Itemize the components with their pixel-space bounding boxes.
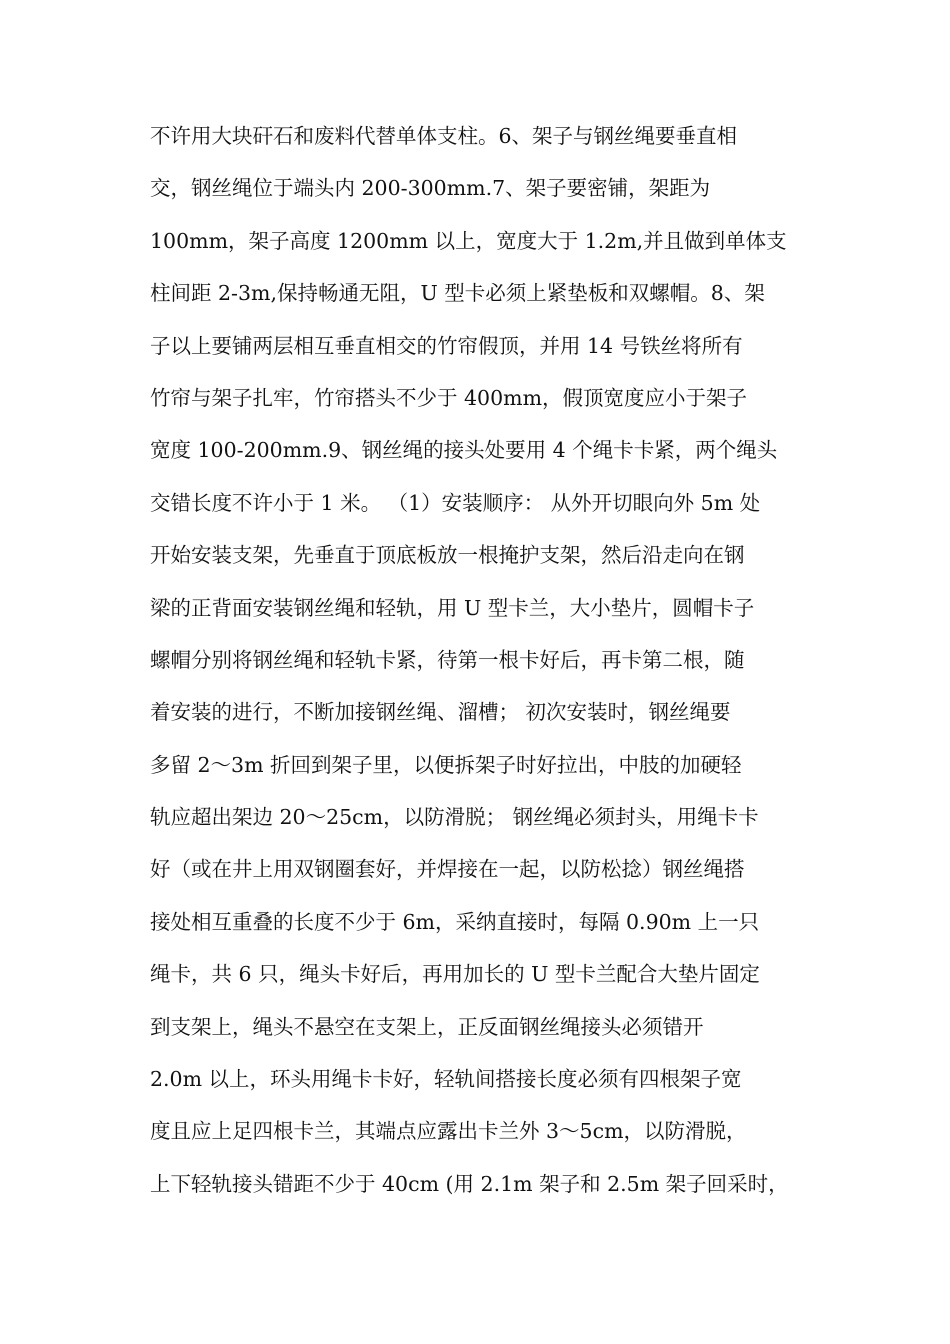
text-line: 到支架上，绳头不悬空在支架上，正反面钢丝绳接头必须错开 — [150, 1014, 704, 1039]
text-line: 绳卡，共 6 只，绳头卡好后，再用加长的 U 型卡兰配合大垫片固定 — [150, 962, 760, 987]
text-line: 不许用大块矸石和废料代替单体支柱。6、架子与钢丝绳要垂直相 — [150, 124, 738, 148]
text-line: 子以上要铺两层相互垂直相交的竹帘假顶，并用 14 号铁丝将所有 — [150, 333, 743, 358]
text-line: 100mm，架子高度 1200mm 以上，宽度大于 1.2m,并且做到单体支 — [150, 228, 787, 253]
text-line: 宽度 100-200mm.9、钢丝绳的接头处要用 4 个绳卡卡紧，两个绳头 — [150, 438, 778, 463]
text-line: 接处相互重叠的长度不少于 6m，采纳直接时，每隔 0.90m 上一只 — [150, 909, 760, 934]
text-line: 螺帽分别将钢丝绳和轻轨卡紧，待第一根卡好后，再卡第二根，随 — [150, 647, 745, 672]
body-text — [150, 114, 810, 1214]
text-line: 多留 2～3m 折回到架子里，以便拆架子时好拉出，中肢的加硬轻 — [150, 752, 742, 777]
text-line: 着安装的进行，不断加接钢丝绳、溜槽； 初次安装时，钢丝绳要 — [150, 700, 731, 725]
text-line: 交，钢丝绳位于端头内 200-300mm.7、架子要密铺，架距为 — [150, 176, 711, 201]
text-line: 轨应超出架边 20～25cm，以防滑脱； 钢丝绳必须封头，用绳卡卡 — [150, 805, 759, 830]
text-line: 好（或在井上用双钢圈套好，并焊接在一起，以防松捻）钢丝绳搭 — [150, 857, 745, 882]
text-line: 竹帘与架子扎牢，竹帘搭头不少于 400mm，假顶宽度应小于架子 — [150, 385, 748, 410]
text-line: 度且应上足四根卡兰，其端点应露出卡兰外 3～5cm，以防滑脱， — [150, 1119, 747, 1144]
text-line: 开始安装支架，先垂直于顶底板放一根掩护支架，然后沿走向在钢 — [150, 543, 745, 568]
text-line: 梁的正背面安装钢丝绳和轻轨，用 U 型卡兰，大小垫片，圆帽卡子 — [150, 595, 755, 620]
text-line: 交错长度不许小于 1 米。 （1）安装顺序： 从外开切眼向外 5m 处 — [150, 490, 761, 515]
text-line: 柱间距 2-3m,保持畅通无阻，U 型卡必须上紧垫板和双螺帽。8、架 — [150, 281, 765, 306]
text-line: 上下轻轨接头错距不少于 40cm (用 2.1m 架子和 2.5m 架子回采时， — [150, 1171, 789, 1196]
text-line: 2.0m 以上，环头用绳卡卡好，轻轨间搭接长度必须有四根架子宽 — [150, 1067, 742, 1092]
